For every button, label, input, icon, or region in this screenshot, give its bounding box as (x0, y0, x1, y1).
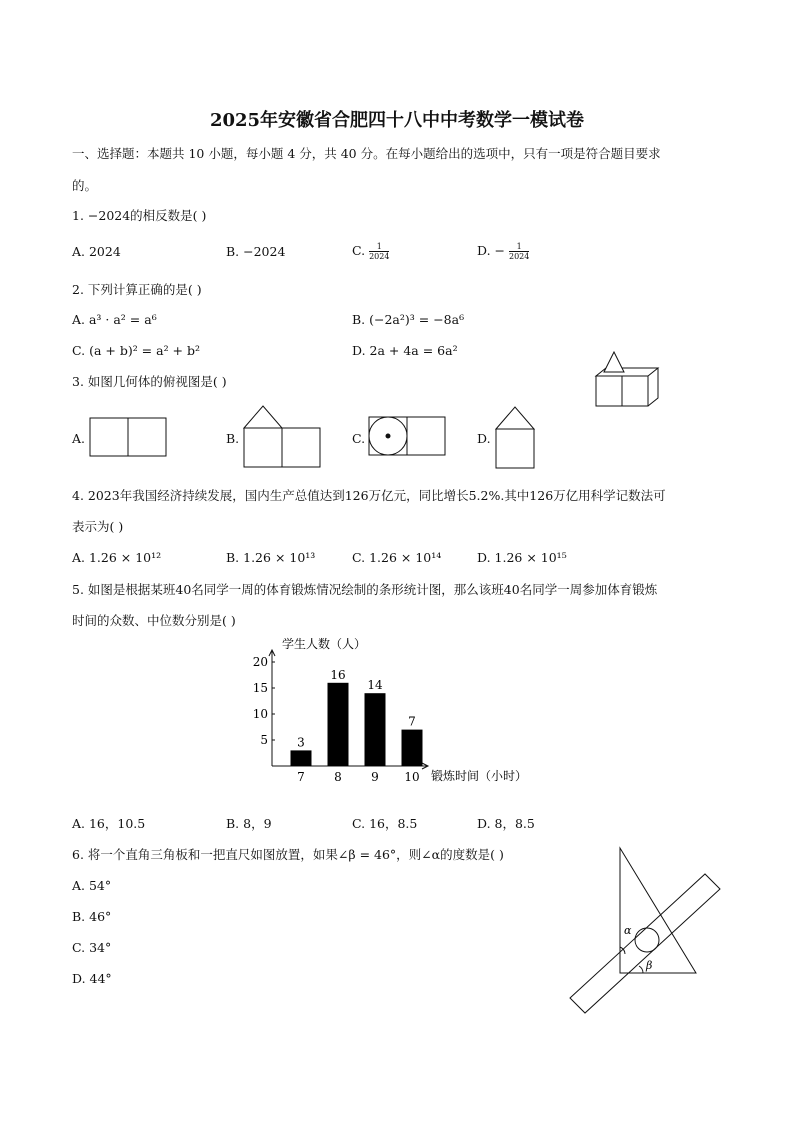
chart-bar-value-label: 16 (330, 667, 346, 682)
chart-bars (291, 683, 423, 766)
chart-bar-value-label: 14 (367, 678, 383, 693)
q4-option-c: C. 1.26 × 10¹⁴ (352, 550, 442, 565)
q3-stem: 3. 如图几何体的俯视图是( ) (72, 374, 227, 389)
q4-option-d: D. 1.26 × 10¹⁵ (477, 550, 567, 565)
section-instructions-line1: 一、选择题：本题共 10 小题，每小题 4 分，共 40 分。在每小题给出的选项中，只有一项是符合题目要求 (72, 146, 661, 161)
q1-option-c-fraction: $\frac{1}{2024}$ (369, 242, 390, 261)
chart-bar (328, 683, 349, 766)
q4-option-b: B. 1.26 × 10¹³ (226, 550, 316, 565)
q6-stem: 6. 将一个直角三角板和一把直尺如图放置，如果∠β = 46°，则∠α的度数是( ) (72, 847, 504, 862)
q4-option-a: A. 1.26 × 10¹² (72, 550, 162, 565)
q6-option-c: C. 34° (72, 940, 112, 955)
q1-stem: 1. −2024的相反数是( ) (72, 208, 207, 223)
q3-solid-figure (590, 348, 665, 410)
chart-x-axis-label: 锻炼时间（小时） (431, 769, 528, 783)
q2-option-d: D. 2a + 4a = 6a² (352, 343, 458, 358)
q5-option-c: C. 16，8.5 (352, 816, 418, 831)
q2-stem: 2. 下列计算正确的是( ) (72, 282, 202, 297)
q1-option-c (352, 242, 389, 261)
chart-y-tick-label: 5 (260, 733, 268, 747)
q6-option-b: B. 46° (72, 909, 112, 924)
chart-x-tick-label: 10 (404, 770, 420, 784)
q3-option-b-label: B. (226, 431, 240, 446)
q5-option-d: D. 8，8.5 (477, 816, 535, 831)
q3-option-c-figure (367, 416, 449, 460)
q1-option-a: A. 2024 (72, 244, 121, 259)
q5-stem-line1: 5. 如图是根据某班40名同学一周的体育锻炼情况绘制的条形统计图，那么该班40名同学一周参加体育锻炼 (72, 582, 658, 597)
q6-triangle-ruler-figure (565, 842, 725, 1014)
q3-option-d-label: D. (477, 431, 491, 446)
q1-option-d (477, 242, 529, 261)
ruler (570, 874, 720, 1013)
chart-bar (365, 693, 386, 766)
q3-option-c-label: C. (352, 431, 366, 446)
chart-y-tick-label: 15 (252, 681, 268, 695)
q5-option-b: B. 8，9 (226, 816, 272, 831)
q1-option-c-label: C. (352, 243, 366, 258)
chart-bar (402, 730, 423, 766)
q1-option-d-label: D. − (477, 243, 505, 258)
angle-beta-label: β (646, 959, 653, 972)
q2-option-a: A. a³ · a² = a⁶ (72, 312, 157, 327)
q1-option-d-fraction: $\frac{1}{2024}$ (508, 242, 530, 261)
chart-x-tick-label: 9 (371, 770, 379, 784)
q3-option-b-figure (241, 404, 325, 470)
q4-stem-line1: 4. 2023年我国经济持续发展，国内生产总值达到126万亿元，同比增长5.2%.其中126万亿用科学记数法可 (72, 488, 666, 503)
section-instructions-line2: 的。 (72, 178, 98, 193)
chart-x-tick-label: 8 (334, 770, 342, 784)
chart-bar-value-label: 3 (297, 735, 305, 750)
q2-option-c: C. (a + b)² = a² + b² (72, 343, 201, 358)
chart-x-tick-label: 7 (297, 770, 305, 784)
chart-y-tick-label: 20 (252, 655, 268, 669)
angle-alpha-label: α (624, 924, 632, 937)
q2-option-b: B. (−2a²)³ = −8a⁶ (352, 312, 465, 327)
chart-y-tick-label: 10 (252, 707, 268, 721)
q6-option-d: D. 44° (72, 971, 112, 986)
q6-option-a: A. 54° (72, 878, 112, 893)
bar-chart (250, 632, 560, 790)
chart-y-axis-label: 学生人数（人） (282, 637, 367, 651)
q1-option-b: B. −2024 (226, 244, 286, 259)
chart-bar-value-label: 7 (408, 714, 416, 729)
q3-option-a-label: A. (72, 431, 86, 446)
q4-stem-line2: 表示为( ) (72, 519, 124, 534)
q3-option-a-figure (88, 417, 170, 459)
q5-stem-line2: 时间的众数、中位数分别是( ) (72, 613, 236, 628)
page-title: 2025年安徽省合肥四十八中中考数学一模试卷 (209, 110, 585, 131)
q3-option-d-figure (493, 405, 539, 471)
chart-bar (291, 750, 312, 766)
q5-option-a: A. 16，10.5 (72, 816, 146, 831)
